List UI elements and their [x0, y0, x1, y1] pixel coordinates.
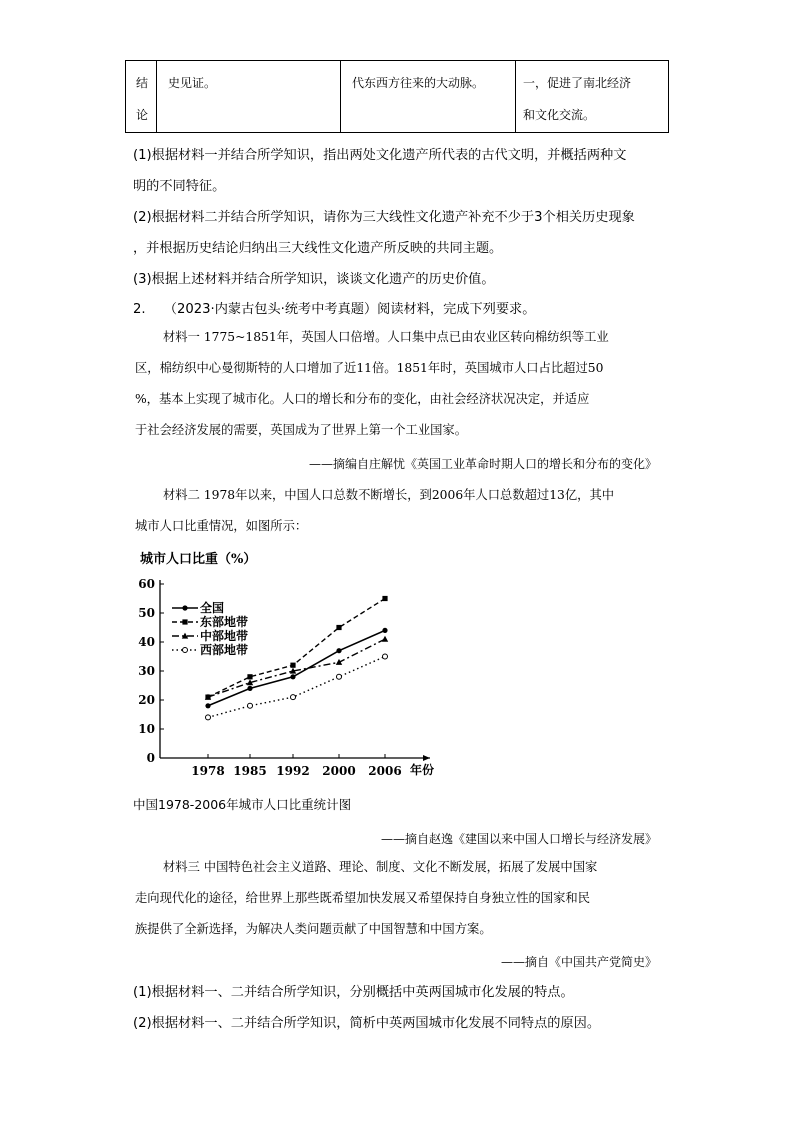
- x-tick-label: 2000: [322, 764, 356, 778]
- series-3: [206, 654, 388, 720]
- y-tick-label: 40: [138, 635, 155, 649]
- data-point: [336, 625, 341, 630]
- data-point: [337, 674, 342, 679]
- table-label-char: 结: [135, 76, 148, 90]
- material-1-line: 材料一 1775~1851年，英国人口倍增。人口集中点已由农业区转向棉纺织等工业: [163, 330, 609, 344]
- material-1-line: 于社会经济发展的需要，英国成为了世界上第一个工业国家。: [135, 423, 468, 437]
- data-point: [382, 596, 387, 601]
- y-tick-label: 0: [146, 751, 155, 765]
- chart-xlabel: 年份: [410, 763, 435, 777]
- urban-population-chart: [130, 548, 450, 788]
- table-label-char: 论: [135, 108, 148, 122]
- x-tick-label: 1985: [233, 764, 267, 778]
- legend-label: 西部地带: [200, 643, 249, 657]
- table-divider: [156, 61, 157, 132]
- y-tick-label: 60: [138, 577, 155, 591]
- y-tick-label: 10: [138, 722, 155, 736]
- y-tick-label: 30: [138, 664, 155, 678]
- question-1: (1)根据材料一并结合所学知识，指出两处文化遗产所代表的古代文明，并概括两种文 明的不同特征。: [133, 148, 627, 194]
- legend-marker: [182, 619, 187, 624]
- data-point: [205, 703, 210, 708]
- y-tick-label: 50: [138, 606, 155, 620]
- data-point: [247, 686, 252, 691]
- chart-caption: 中国1978-2006年城市人口比重统计图: [133, 797, 352, 812]
- problem-source: （2023·内蒙古包头·统考中考真题）阅读材料，完成下列要求。: [163, 302, 536, 317]
- y-tick-label: 20: [138, 693, 155, 707]
- material-2-citation: ——摘自赵逸《建国以来中国人口增长与经济发展》: [380, 832, 657, 846]
- material-2-line: 材料二 1978年以来，中国人口总数不断增长，到2006年人口总数超过13亿，其中: [163, 488, 615, 502]
- table-divider: [515, 61, 516, 132]
- problem-2-question-1: (1)根据材料一、二并结合所学知识，分别概括中英两国城市化发展的特点。: [133, 985, 574, 1000]
- data-point: [290, 674, 295, 679]
- x-tick-label: 1978: [191, 764, 225, 778]
- table-label-cell: [134, 67, 150, 131]
- table-cell: 一，促进了南北经济 和文化交流。: [523, 76, 632, 122]
- data-point: [382, 628, 387, 633]
- data-point: [248, 703, 253, 708]
- data-point: [247, 674, 252, 679]
- data-point: [382, 636, 388, 642]
- question-3: (3)根据上述材料并结合所学知识，谈谈文化遗产的历史价值。: [133, 272, 495, 287]
- table-cell: 代东西方往来的大动脉。: [352, 76, 485, 90]
- conclusion-table: [125, 60, 669, 133]
- material-3-citation: ——摘自《中国共产党简史》: [500, 955, 657, 969]
- problem-number: 2.: [133, 302, 146, 317]
- x-tick-label: 1992: [276, 764, 310, 778]
- series-line: [208, 657, 385, 718]
- material-3-line: 材料三 中国特色社会主义道路、理论、制度、文化不断发展，拓展了发展中国家: [163, 860, 598, 874]
- data-point: [206, 715, 211, 720]
- material-3-line: 走向现代化的途径，给世界上那些既希望加快发展又希望保持自身独立性的国家和民: [135, 891, 590, 905]
- legend-label: 全国: [200, 601, 225, 615]
- problem-2-header: [133, 294, 535, 325]
- table-cell: 史见证。: [168, 76, 217, 90]
- question-2: (2)根据材料二并结合所学知识，请你为三大线性文化遗产补充不少于3个相关历史现象 ，并根据历史结论归纳出三大线性文化遗产所反映的共同主题。: [133, 210, 635, 256]
- chart-title: 城市人口比重（%）: [140, 552, 257, 567]
- material-1-citation: ——摘编自庄解忧《英国工业革命时期人口的增长和分布的变化》: [308, 457, 657, 471]
- material-3-line: 族提供了全新选择，为解决人类问题贡献了中国智慧和中国方案。: [135, 922, 492, 936]
- table-divider: [340, 61, 341, 132]
- data-point: [336, 648, 341, 653]
- legend-label: 东部地带: [200, 615, 249, 629]
- data-point: [383, 654, 388, 659]
- material-2-line: 城市人口比重情况，如图所示：: [135, 519, 308, 533]
- problem-2-question-2: (2)根据材料一、二并结合所学知识，简析中英两国城市化发展不同特点的原因。: [133, 1016, 601, 1031]
- material-1-line: %，基本上实现了城市化。人口的增长和分布的变化，由社会经济状况决定，并适应: [135, 392, 590, 406]
- legend-label: 中部地带: [200, 629, 249, 643]
- x-tick-label: 2006: [368, 764, 402, 778]
- data-point: [290, 663, 295, 668]
- data-point: [291, 695, 296, 700]
- material-1-line: 区，棉纺织中心曼彻斯特的人口增加了近11倍。1851年时，英国城市人口占比超过50: [135, 361, 604, 375]
- legend-marker: [182, 605, 187, 610]
- legend-marker: [183, 648, 188, 653]
- x-axis-arrow-icon: [423, 755, 430, 761]
